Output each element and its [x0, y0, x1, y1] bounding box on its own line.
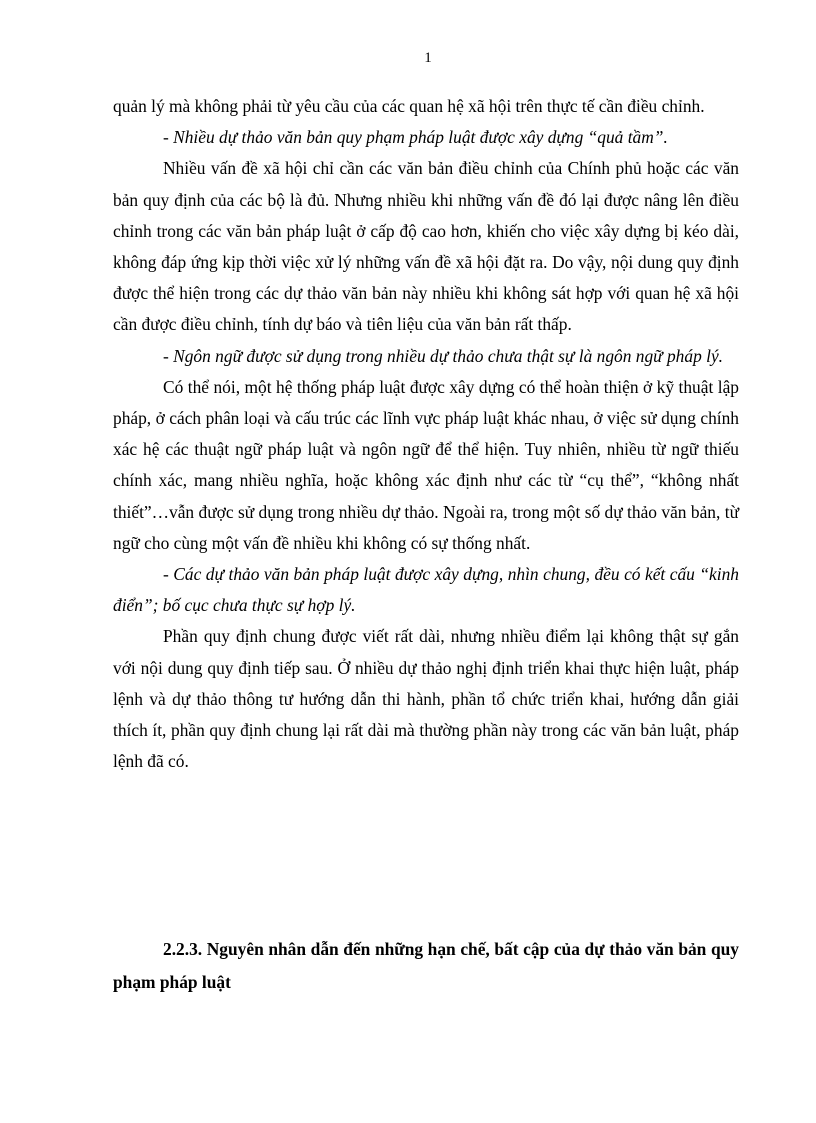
page-number: 1 — [424, 50, 432, 66]
italic-point-language: - Ngôn ngữ được sử dụng trong nhiều dự thảo chưa thật sự là ngôn ngữ pháp lý. — [163, 345, 724, 366]
section-heading: 2.2.3. Nguyên nhân dẫn đến những hạn chế, bất cập của dự thảo văn bản quy phạm pháp luật — [113, 939, 739, 992]
document-body — [113, 91, 739, 777]
paragraph-social-issues: Nhiều vấn đề xã hội chỉ cần các văn bản điều chỉnh của Chính phủ hoặc các văn bản quy định của các bộ là đủ. Nhưng nhiều khi những vấn đề đó lại được nâng lên điều chỉnh trong các văn bản pháp luật ở cấp độ cao hơn, khiến cho việc xây dựng bị kéo dài, không đáp ứng kịp thời việc xử lý những vấn đề xã hội đặt ra. Do vậy, nội dung quy định được thể hiện trong các dự thảo văn bản này nhiều khi không sát hợp với quan hệ xã hội cần được điều chỉnh, tính dự báo và tiên liệu của văn bản rất thấp. — [113, 158, 739, 335]
paragraph-general-provisions: Phần quy định chung được viết rất dài, nhưng nhiều điểm lại không thật sự gắn với nội dung quy định tiếp sau. Ở nhiều dự thảo nghị định triển khai thực hiện luật, pháp lệnh và dự thảo thông tư hướng dẫn thi hành, phần tổ chức triển khai, hướng dẫn giải thích ít, phần quy định chung lại rất dài mà thường phần này trong các văn bản luật, pháp lệnh đã có. — [113, 626, 739, 772]
italic-point-structure: - Các dự thảo văn bản pháp luật được xây dựng, nhìn chung, đều có kết cấu “kinh điển”; bố cục chưa thực sự hợp lý. — [113, 564, 739, 616]
italic-point-drafting: - Nhiều dự thảo văn bản quy phạm pháp luật được xây dựng “quả tầm”. — [163, 127, 668, 148]
paragraph-continuation: quản lý mà không phải từ yêu cầu của các quan hệ xã hội trên thực tế cần điều chỉnh. — [113, 96, 705, 116]
paragraph-legal-terminology: Có thể nói, một hệ thống pháp luật được xây dựng có thể hoàn thiện ở kỹ thuật lập pháp, ở cách phân loại và cấu trúc các lĩnh vực pháp luật khác nhau, ở việc sử dụng chính xác hệ các thuật ngữ pháp luật và ngôn ngữ để thể hiện. Tuy nhiên, nhiều từ ngữ thiếu chính xác, mang nhiều nghĩa, hoặc không xác định như các từ “cụ thể”, “không nhất thiết”…vẫn được sử dụng trong nhiều dự thảo. Ngoài ra, trong một số dự thảo văn bản, từ ngữ cho cùng một vấn đề nhiều khi không có sự thống nhất. — [113, 376, 739, 553]
